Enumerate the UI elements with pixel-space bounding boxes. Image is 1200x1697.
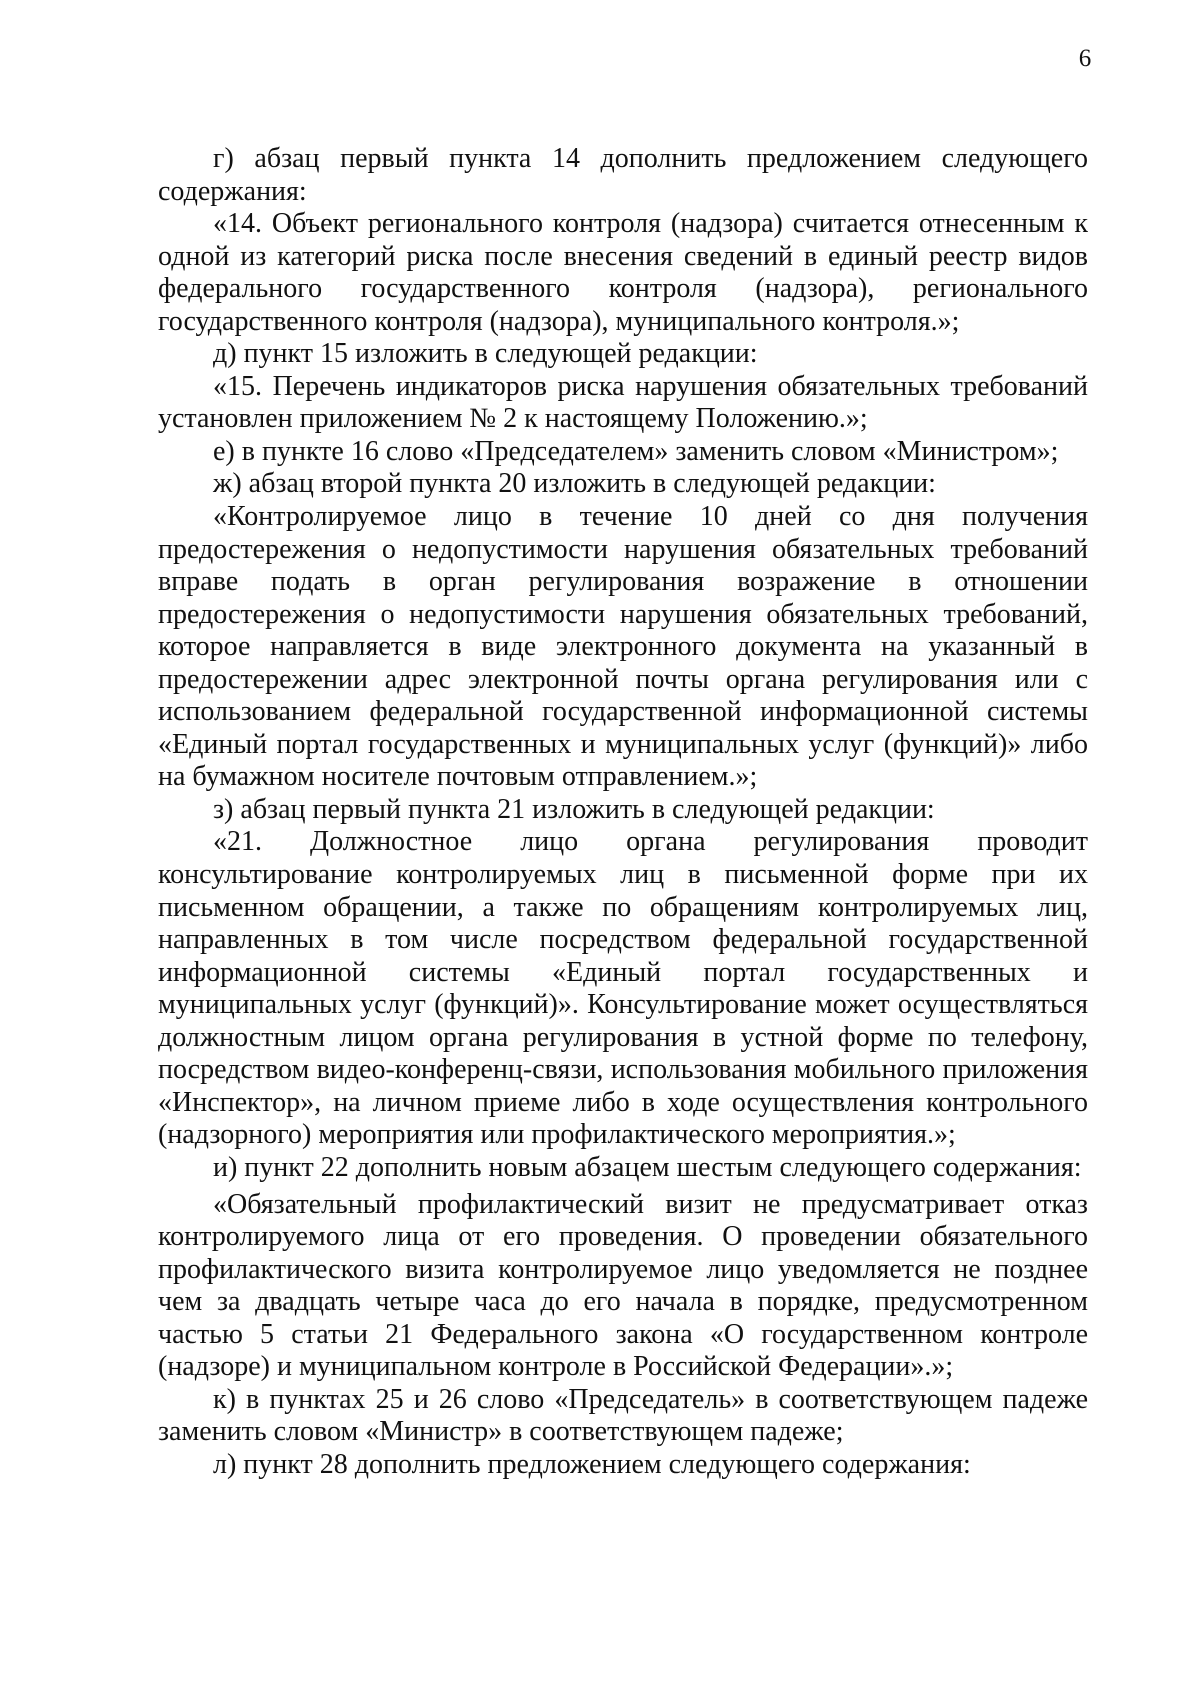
paragraph-amendment-z: з) абзац первый пункта 21 изложить в следующей редакции: xyxy=(213,793,935,825)
paragraph-quote-item-15: «15. Перечень индикаторов риска нарушения обязательных требований установлен приложением № 2 к настоящему Положению.»; xyxy=(158,370,1088,435)
paragraph-amendment-d: д) пункт 15 изложить в следующей редакции: xyxy=(213,338,758,370)
paragraph-quote-item-20: «Контролируемое лицо в течение 10 дней со дня получения предостережения о недопустимости нарушения обязательных требований вправе подать в орган регулирования возражение в отношении предостережения о недопустимости нарушения обязательных требований, которое направляется в виде электронного документа на указанный в предостережении адрес электронной почты органа регулирования или с использованием федеральной государственной информационной системы «Единый портал государственных и муниципальных услуг (функций)» либо на бумажном носителе почтовым отправлением.»; xyxy=(158,501,1088,793)
paragraph-quote-item-21: «21. Должностное лицо органа регулирования проводит консультирование контролируемых лиц в письменной форме при их письменном обращении, а также по обращениям контролируемых лиц, направленных в том числе посредством федеральной государственной информационной системы «Единый портал государственных и муниципальных услуг (функций)». Консультирование может осуществляться должностным лицом органа регулирования в устной форме по телефону, посредством видео-конференц-связи, использования мобильного приложения «Инспектор», на личном приеме либо в ходе осуществления контрольного (надзорного) мероприятия или профилактического мероприятия.»; xyxy=(158,826,1088,1151)
paragraph-amendment-e: е) в пункте 16 слово «Председателем» заменить словом «Министром»; xyxy=(213,435,1059,467)
paragraph-quote-item-22: «Обязательный профилактический визит не предусматривает отказ контролируемого лица от его проведения. О проведении обязательного профилактического визита контролируемое лицо уведомляется не позднее чем за двадцать четыре часа до его начала в порядке, предусмотренном частью 5 статьи 21 Федерального закона «О государственном контроле (надзоре) и муниципальном контроле в Российской Федерации».»; xyxy=(158,1188,1088,1383)
page-number: 6 xyxy=(1078,45,1092,72)
document-body xyxy=(158,143,1088,1481)
paragraph-amendment-i: и) пункт 22 дополнить новым абзацем шестым следующего содержания: xyxy=(213,1151,1082,1183)
paragraph-amendment-l: л) пункт 28 дополнить предложением следующего содержания: xyxy=(213,1448,971,1480)
paragraph-amendment-zh: ж) абзац второй пункта 20 изложить в следующей редакции: xyxy=(213,468,936,500)
paragraph-amendment-k: к) в пунктах 25 и 26 слово «Председатель» в соответствующем падеже заменить словом «Министр» в соответствующем падеже; xyxy=(158,1383,1088,1448)
paragraph-amendment-g: г) абзац первый пункта 14 дополнить предложением следующего содержания: xyxy=(158,143,1088,207)
paragraph-quote-item-14: «14. Объект регионального контроля (надзора) считается отнесенным к одной из категорий риска после внесения сведений в единый реестр видов федерального государственного контроля (надзора), регионального государственного контроля (надзора), муниципального контроля.»; xyxy=(158,208,1088,337)
